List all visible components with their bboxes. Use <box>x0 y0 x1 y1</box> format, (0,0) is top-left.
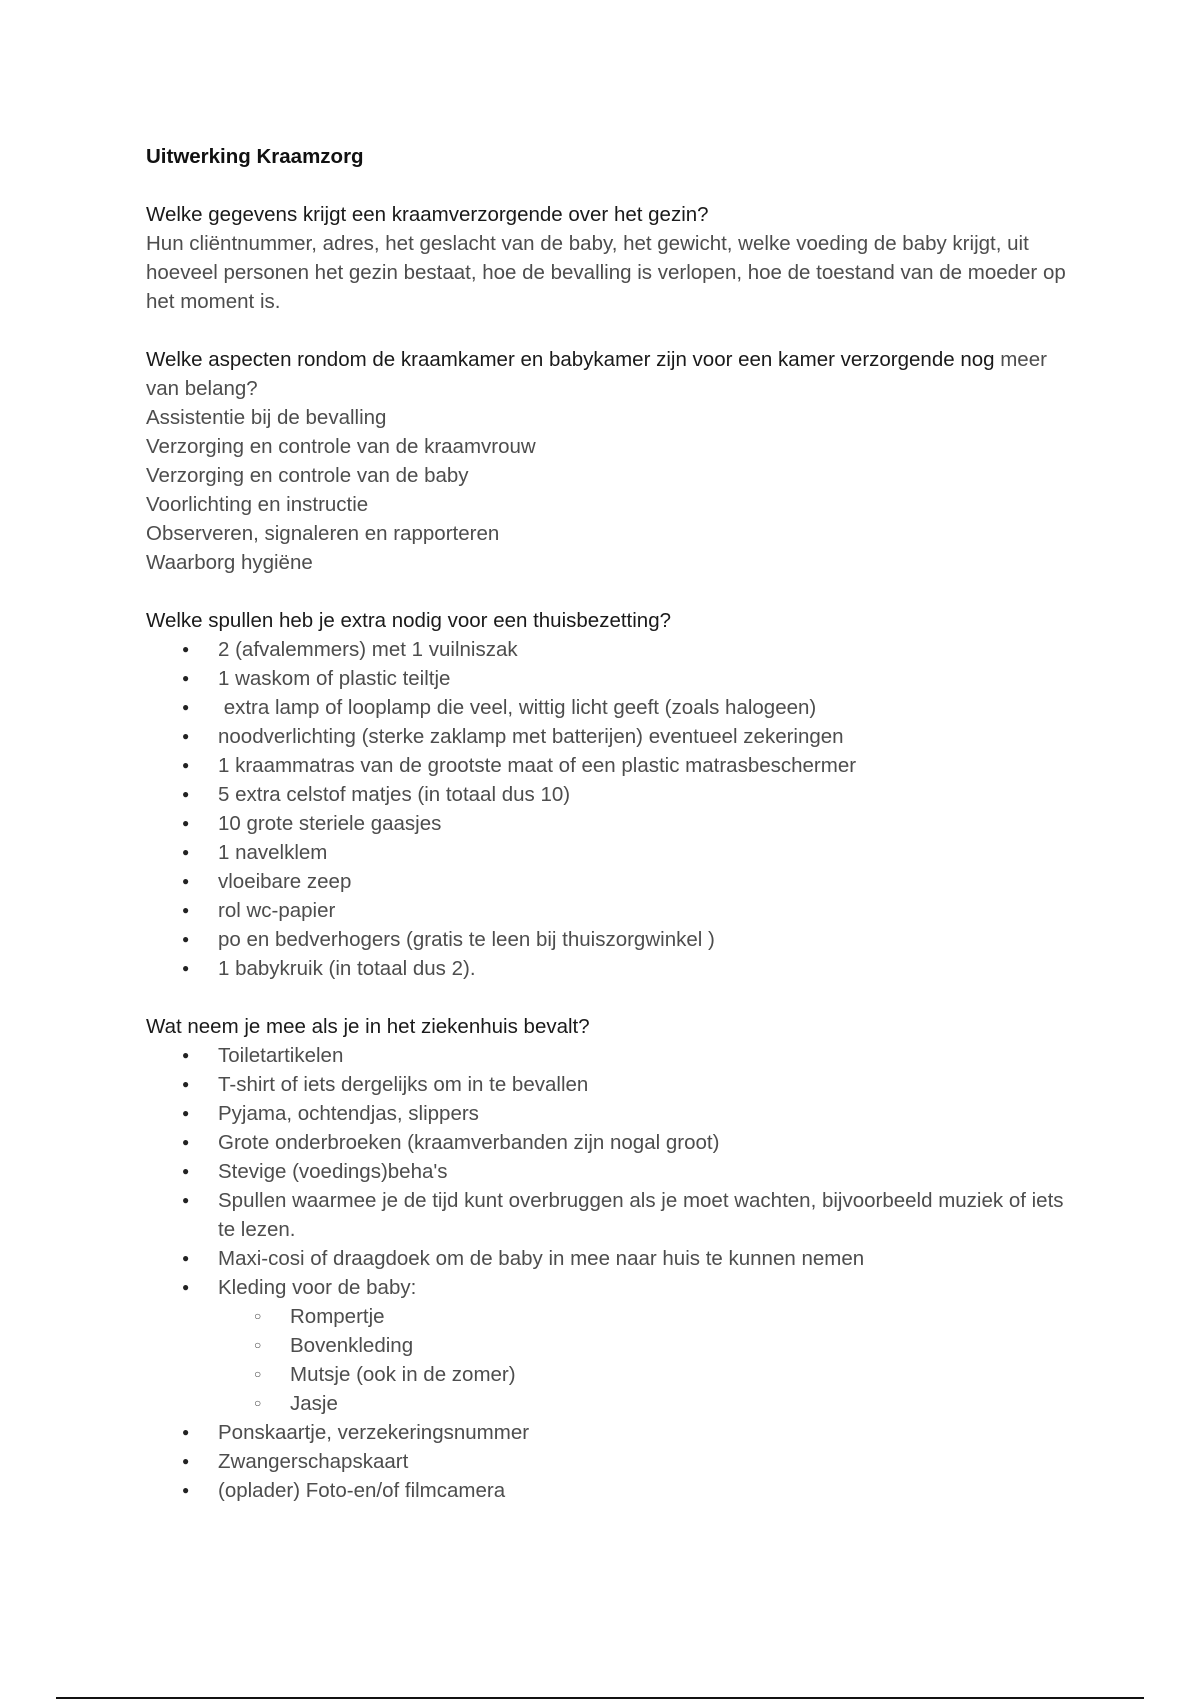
question-3: Welke spullen heb je extra nodig voor een thuisbezetting? <box>146 609 671 632</box>
list-item: ● extra lamp of looplamp die veel, wittig licht geeft (zoals halogeen) <box>218 693 1066 722</box>
sub-list-item: ○ Rompertje <box>290 1302 1066 1331</box>
list-item: ● T-shirt of iets dergelijks om in te bevallen <box>218 1070 1066 1099</box>
list-item: ● Ponskaartje, verzekeringsnummer <box>218 1418 1066 1447</box>
aspect-line: Verzorging en controle van de kraamvrouw <box>146 435 536 458</box>
ziekenhuis-list <box>146 1041 1066 1505</box>
question-2-part1: Welke aspecten rondom de kraamkamer en babykamer zijn voor een kamer verzorgende nog <box>146 348 995 371</box>
list-item: ● noodverlichting (sterke zaklamp met batterijen) eventueel zekeringen <box>218 722 1066 751</box>
list-item: ● 1 babykruik (in totaal dus 2). <box>218 954 1066 983</box>
question-2-part2: meer van belang? <box>146 348 1047 400</box>
list-item: ● 2 (afvalemmers) met 1 vuilniszak <box>218 635 1066 664</box>
list-item-baby-clothes <box>218 1273 1066 1418</box>
list-item: ● Pyjama, ochtendjas, slippers <box>218 1099 1066 1128</box>
list-item: ● Spullen waarmee je de tijd kunt overbruggen als je moet wachten, bijvoorbeeld muziek of iets te lezen. <box>218 1186 1066 1244</box>
sub-list-item: ○ Bovenkleding <box>290 1331 1066 1360</box>
sub-list-item: ○ Mutsje (ook in de zomer) <box>290 1360 1066 1389</box>
list-item: ● vloeibare zeep <box>218 867 1066 896</box>
section-aspecten <box>146 345 1066 577</box>
aspect-line: Observeren, signaleren en rapporteren <box>146 522 500 545</box>
baby-clothes-label: Kleding voor de baby: <box>218 1276 417 1299</box>
section-ziekenhuis <box>146 1012 1066 1505</box>
list-item: ● Toiletartikelen <box>218 1041 1066 1070</box>
list-item: ● 10 grote steriele gaasjes <box>218 809 1066 838</box>
question-4: Wat neem je mee als je in het ziekenhuis bevalt? <box>146 1015 590 1038</box>
footer-divider <box>56 1697 1144 1699</box>
question-2 <box>146 345 1066 403</box>
thuisbezetting-list <box>146 635 1066 983</box>
answer-1: Hun cliëntnummer, adres, het geslacht van de baby, het gewicht, welke voeding de baby krijgt, uit hoeveel personen het gezin bestaat, hoe de bevalling is verlopen, hoe de toestand van de moeder op het moment is. <box>146 232 1066 313</box>
list-item: ● Maxi-cosi of draagdoek om de baby in mee naar huis te kunnen nemen <box>218 1244 1066 1273</box>
sub-list-item: ○ Jasje <box>290 1389 1066 1418</box>
list-item: ● Grote onderbroeken (kraamverbanden zijn nogal groot) <box>218 1128 1066 1157</box>
list-item: ● 5 extra celstof matjes (in totaal dus 10) <box>218 780 1066 809</box>
baby-clothes-sublist <box>218 1302 1066 1418</box>
section-thuisbezetting <box>146 606 1066 983</box>
list-item: ● 1 waskom of plastic teiltje <box>218 664 1066 693</box>
aspect-line: Verzorging en controle van de baby <box>146 464 469 487</box>
list-item: ● 1 navelklem <box>218 838 1066 867</box>
document-title: Uitwerking Kraamzorg <box>146 145 364 168</box>
list-item: ● Stevige (voedings)beha's <box>218 1157 1066 1186</box>
list-item: ● rol wc-papier <box>218 896 1066 925</box>
list-item: ● 1 kraammatras van de grootste maat of een plastic matrasbeschermer <box>218 751 1066 780</box>
list-item: ● (oplader) Foto-en/of filmcamera <box>218 1476 1066 1505</box>
list-item: ● Zwangerschapskaart <box>218 1447 1066 1476</box>
aspect-line: Assistentie bij de bevalling <box>146 406 387 429</box>
document-page <box>146 142 1066 1534</box>
list-item: ● po en bedverhogers (gratis te leen bij thuiszorgwinkel ) <box>218 925 1066 954</box>
question-1: Welke gegevens krijgt een kraamverzorgende over het gezin? <box>146 203 709 226</box>
section-gegevens <box>146 200 1066 316</box>
aspect-line: Voorlichting en instructie <box>146 493 369 516</box>
aspect-line: Waarborg hygiëne <box>146 551 313 574</box>
